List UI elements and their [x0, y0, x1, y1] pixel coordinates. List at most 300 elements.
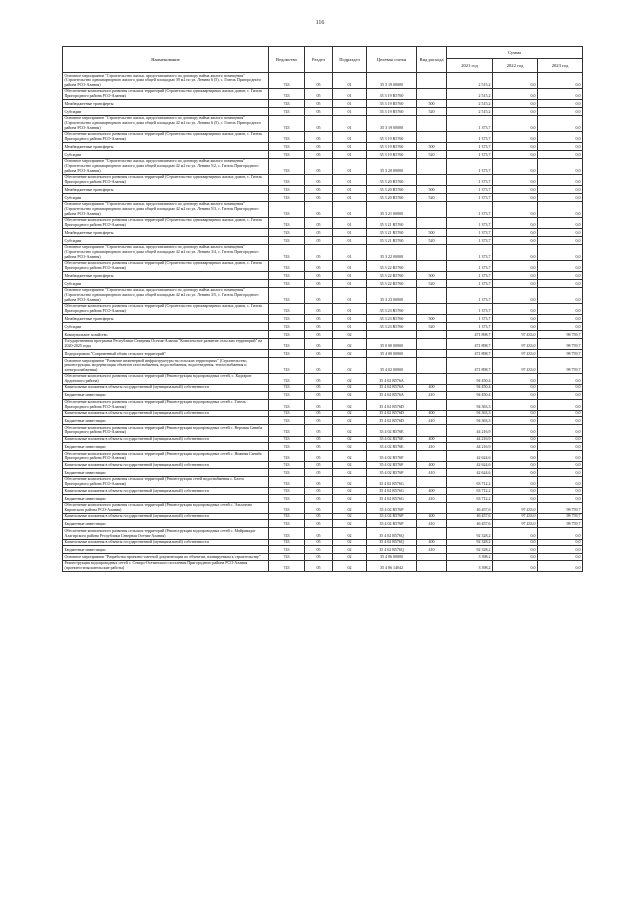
row-amount-2022: 0,0: [493, 185, 538, 193]
row-podrazdel: 01: [333, 193, 367, 201]
row-razdel: 05: [305, 520, 333, 528]
row-name: Основное мероприятие "Строительство жилья, предоставляемого по договору найма жилого помещения" (Строительство одноквартирного жилого дома общей площадью 42 м2 по ул. Ленина 5/2, с. Гизель Пригородного района РСО-Алания): [63, 158, 269, 174]
row-target-article: 35 3 20 00000: [367, 158, 417, 174]
row-ved: 743: [269, 236, 305, 244]
row-name: Реконструкция водопроводных сетей с. Северо-Осетинского поселения Пригородного района РСО-Алания (проектно-изыскательские работы): [63, 560, 269, 571]
table-row: [63, 73, 583, 89]
row-podrazdel: 01: [333, 201, 367, 217]
row-podrazdel: 01: [333, 314, 367, 322]
row-podrazdel: 02: [333, 338, 367, 349]
row-name: Бюджетные инвестиции: [63, 391, 269, 399]
row-amount-2021: 1 373,7: [447, 322, 493, 330]
row-ved: 743: [269, 228, 305, 236]
row-amount-2022: 0,0: [493, 391, 538, 399]
row-amount-2021: 1 373,7: [447, 115, 493, 131]
table-row: [63, 468, 583, 476]
table-header: [63, 47, 583, 73]
row-name: Бюджетные инвестиции: [63, 546, 269, 554]
row-target-article: 35 4 02 R576G: [367, 488, 417, 495]
row-ved: 743: [269, 462, 305, 469]
row-name: Субсидии: [63, 150, 269, 158]
row-name: Капитальные вложения в объекты государственной (муниципальной) собственности: [63, 539, 269, 546]
row-amount-2021: 92 328,2: [447, 539, 493, 546]
row-amount-2021: 1 373,7: [447, 174, 493, 185]
row-ved: 743: [269, 560, 305, 571]
row-name: Межбюджетные трансферты: [63, 271, 269, 279]
row-name: Бюджетные инвестиции: [63, 520, 269, 528]
row-name: Субсидии: [63, 107, 269, 115]
row-ved: 743: [269, 350, 305, 358]
row-name: Обеспечение комплексного развития сельских территорий (Реконструкция водопроводных сетей с. Эльхотово Кировского района РСО-Алания): [63, 502, 269, 513]
row-amount-2023: 0,0: [538, 468, 583, 476]
row-podrazdel: 02: [333, 350, 367, 358]
row-razdel: 05: [305, 528, 333, 539]
page-number: 116: [315, 20, 325, 26]
row-target-article: 35 4 02 00000: [367, 358, 417, 374]
row-target-article: 35 3 19 00000: [367, 115, 417, 131]
row-ved: 743: [269, 494, 305, 502]
row-razdel: 05: [305, 436, 333, 443]
row-razdel: 05: [305, 546, 333, 554]
row-ved: 743: [269, 436, 305, 443]
row-podrazdel: 01: [333, 99, 367, 107]
row-razdel: 05: [305, 115, 333, 131]
row-razdel: 05: [305, 513, 333, 520]
row-ved: 743: [269, 338, 305, 349]
row-name: Субсидии: [63, 193, 269, 201]
row-razdel: 05: [305, 554, 333, 561]
row-ved: 743: [269, 488, 305, 495]
row-podrazdel: 02: [333, 443, 367, 451]
row-amount-2022: 0,0: [493, 236, 538, 244]
row-expense-type: [417, 174, 447, 185]
table-row: [63, 303, 583, 314]
row-ved: 743: [269, 279, 305, 287]
row-amount-2022: 0,0: [493, 488, 538, 495]
header-razdel: Раздел: [305, 47, 333, 73]
header-sum: Сумма: [447, 47, 583, 59]
row-podrazdel: 02: [333, 488, 367, 495]
row-expense-type: 410: [417, 417, 447, 425]
row-name: Бюджетные инвестиции: [63, 443, 269, 451]
row-expense-type: 400: [417, 410, 447, 417]
table-row: [63, 201, 583, 217]
row-amount-2021: 1 373,7: [447, 303, 493, 314]
table-row: [63, 217, 583, 228]
table-row: [63, 244, 583, 260]
row-ved: 743: [269, 217, 305, 228]
row-ved: 743: [269, 287, 305, 303]
row-ved: 743: [269, 115, 305, 131]
row-target-article: 35 4 02 R576F: [367, 468, 417, 476]
header-year-2021: 2021 год: [447, 59, 493, 73]
row-expense-type: [417, 131, 447, 142]
row-razdel: 05: [305, 330, 333, 338]
row-amount-2021: 46 457,6: [447, 502, 493, 513]
row-target-article: 35 3 22 R5760: [367, 279, 417, 287]
row-amount-2022: 0,0: [493, 425, 538, 436]
row-razdel: 05: [305, 476, 333, 487]
row-name: Субсидии: [63, 322, 269, 330]
row-name: Обеспечение комплексного развития сельских территорий (Реконструкция водопроводных сетей, с. Кадгарон Ардонского района): [63, 373, 269, 384]
row-ved: 743: [269, 185, 305, 193]
row-name: Основное мероприятие "Строительство жилья, предоставляемого по договору найма жилого помещения" (Строительство одноквартирного жилого дома общей площадью 42 м2 по ул. Ленина 3/5, с. Гизель Пригородного района РСО-Алания): [63, 287, 269, 303]
row-expense-type: [417, 330, 447, 338]
row-podrazdel: 01: [333, 142, 367, 150]
row-amount-2022: 0,0: [493, 554, 538, 561]
row-expense-type: [417, 451, 447, 462]
row-amount-2023: 0,0: [538, 88, 583, 99]
row-amount-2022: 97 433,0: [493, 520, 538, 528]
row-amount-2022: 0,0: [493, 539, 538, 546]
row-expense-type: 520: [417, 150, 447, 158]
row-name: Обеспечение комплексного развития сельских территорий (Строительство одноквартирных жилых домов, с. Гизель Пригородного района РСО-Алания): [63, 260, 269, 271]
row-name: Субсидии: [63, 279, 269, 287]
row-amount-2023: 0,0: [538, 279, 583, 287]
row-ved: 743: [269, 244, 305, 260]
row-razdel: 05: [305, 193, 333, 201]
table-row: [63, 99, 583, 107]
row-expense-type: [417, 350, 447, 358]
row-target-article: 35 4 02 R576D: [367, 417, 417, 425]
row-amount-2022: 0,0: [493, 115, 538, 131]
row-podrazdel: 02: [333, 399, 367, 410]
row-amount-2023: 0,0: [538, 244, 583, 260]
row-name: Капитальные вложения в объекты государственной (муниципальной) собственности: [63, 488, 269, 495]
row-amount-2023: 0,0: [538, 185, 583, 193]
row-target-article: 35 4 06 00000: [367, 554, 417, 561]
row-amount-2021: 1 373,7: [447, 217, 493, 228]
row-amount-2022: 0,0: [493, 462, 538, 469]
row-amount-2022: 97 433,0: [493, 330, 538, 338]
row-amount-2021: 44 216,9: [447, 443, 493, 451]
table-row: [63, 185, 583, 193]
row-amount-2023: 0,0: [538, 462, 583, 469]
row-amount-2021: 63 712,2: [447, 494, 493, 502]
row-podrazdel: 01: [333, 88, 367, 99]
row-amount-2023: 0,0: [538, 236, 583, 244]
row-amount-2022: 97 433,0: [493, 338, 538, 349]
row-podrazdel: 02: [333, 451, 367, 462]
row-amount-2022: 0,0: [493, 142, 538, 150]
row-amount-2022: 0,0: [493, 528, 538, 539]
budget-table: [62, 46, 583, 572]
row-podrazdel: 01: [333, 150, 367, 158]
row-ved: 743: [269, 468, 305, 476]
row-target-article: 35 3 21 R5760: [367, 236, 417, 244]
header-year-2023: 2023 год: [538, 59, 583, 73]
row-razdel: 05: [305, 287, 333, 303]
row-amount-2021: 94 363,3: [447, 417, 493, 425]
table-row: [63, 338, 583, 349]
row-razdel: 05: [305, 410, 333, 417]
row-expense-type: 400: [417, 539, 447, 546]
row-name: Межбюджетные трансферты: [63, 99, 269, 107]
row-amount-2022: 0,0: [493, 260, 538, 271]
row-amount-2022: 0,0: [493, 271, 538, 279]
row-target-article: 35 3 23 R5760: [367, 322, 417, 330]
row-ved: 743: [269, 158, 305, 174]
row-expense-type: [417, 560, 447, 571]
row-podrazdel: 02: [333, 391, 367, 399]
row-razdel: 05: [305, 99, 333, 107]
row-amount-2022: 0,0: [493, 279, 538, 287]
row-podrazdel: 02: [333, 546, 367, 554]
row-razdel: 05: [305, 322, 333, 330]
row-name: Обеспечение комплексного развития сельских территорий (Реконструкция водопроводных сетей с. Майрамадаг Алагирского района Республики Северная Осетия-Алания): [63, 528, 269, 539]
row-amount-2023: 0,0: [538, 494, 583, 502]
row-razdel: 05: [305, 502, 333, 513]
row-amount-2021: 1 373,7: [447, 314, 493, 322]
row-expense-type: 500: [417, 185, 447, 193]
row-amount-2022: 97 433,0: [493, 358, 538, 374]
row-name: Основное мероприятие "Строительство жилья, предоставляемого по договору найма жилого помещения" (Строительство одноквартирного жилого дома общей площадью 39 м2 по ул. Ленина 6 (5), с. Гизель Пригородного района РСО-Алания): [63, 73, 269, 89]
row-target-article: 35 3 23 00000: [367, 287, 417, 303]
row-expense-type: [417, 502, 447, 513]
row-ved: 743: [269, 271, 305, 279]
row-amount-2021: 94 363,3: [447, 410, 493, 417]
row-amount-2022: 0,0: [493, 451, 538, 462]
row-amount-2023: 0,0: [538, 417, 583, 425]
row-amount-2021: 94 450,4: [447, 391, 493, 399]
row-amount-2021: 1 373,7: [447, 142, 493, 150]
row-podrazdel: 02: [333, 520, 367, 528]
row-amount-2021: 42 624,6: [447, 468, 493, 476]
row-name: Межбюджетные трансферты: [63, 142, 269, 150]
row-podrazdel: 01: [333, 217, 367, 228]
table-row: [63, 88, 583, 99]
row-razdel: 05: [305, 373, 333, 384]
row-name: Бюджетные инвестиции: [63, 468, 269, 476]
table-row: [63, 115, 583, 131]
row-ved: 743: [269, 417, 305, 425]
row-amount-2022: 0,0: [493, 443, 538, 451]
row-amount-2021: 42 624,6: [447, 451, 493, 462]
row-expense-type: [417, 201, 447, 217]
table-row: [63, 260, 583, 271]
table-row: [63, 494, 583, 502]
row-razdel: 05: [305, 443, 333, 451]
row-name: Обеспечение комплексного развития сельских территорий (Строительство одноквартирных жилых домов, с. Гизель Пригородного района РСО-Алания): [63, 131, 269, 142]
row-amount-2022: 0,0: [493, 546, 538, 554]
row-target-article: 35 4 00 00000: [367, 350, 417, 358]
row-amount-2021: 63 712,2: [447, 488, 493, 495]
row-ved: 743: [269, 303, 305, 314]
row-amount-2022: 0,0: [493, 131, 538, 142]
row-name: Обеспечение комплексного развития сельских территорий (Реконструкция водопроводных сетей с. Верхняя Саниба Пригородного района РСО-Алания): [63, 425, 269, 436]
row-amount-2023: 0,0: [538, 73, 583, 89]
row-expense-type: 410: [417, 391, 447, 399]
row-amount-2023: 0,0: [538, 560, 583, 571]
row-ved: 743: [269, 391, 305, 399]
row-razdel: 05: [305, 384, 333, 391]
row-amount-2022: 0,0: [493, 494, 538, 502]
row-amount-2021: 44 216,9: [447, 436, 493, 443]
row-expense-type: 520: [417, 279, 447, 287]
row-amount-2021: 94 450,4: [447, 373, 493, 384]
row-amount-2023: 98 759,7: [538, 338, 583, 349]
row-name: Межбюджетные трансферты: [63, 314, 269, 322]
row-podrazdel: 02: [333, 417, 367, 425]
row-target-article: 35 4 02 R576G: [367, 476, 417, 487]
row-podrazdel: 01: [333, 185, 367, 193]
row-expense-type: 410: [417, 443, 447, 451]
row-razdel: 05: [305, 488, 333, 495]
row-target-article: 35 3 21 R5760: [367, 228, 417, 236]
table-row: [63, 560, 583, 571]
row-amount-2023: 0,0: [538, 554, 583, 561]
row-expense-type: [417, 373, 447, 384]
header-target-article: Целевая статья: [367, 47, 417, 73]
row-ved: 743: [269, 107, 305, 115]
row-amount-2021: 1 373,7: [447, 201, 493, 217]
row-amount-2023: 0,0: [538, 425, 583, 436]
row-ved: 743: [269, 88, 305, 99]
row-ved: 743: [269, 131, 305, 142]
row-ved: 743: [269, 201, 305, 217]
row-expense-type: 500: [417, 228, 447, 236]
row-amount-2022: 0,0: [493, 73, 538, 89]
row-amount-2022: 0,0: [493, 436, 538, 443]
row-razdel: 05: [305, 142, 333, 150]
table-row: [63, 436, 583, 443]
header-year-2022: 2022 год: [493, 59, 538, 73]
row-expense-type: [417, 399, 447, 410]
row-amount-2023: 0,0: [538, 287, 583, 303]
row-amount-2022: 0,0: [493, 158, 538, 174]
table-row: [63, 107, 583, 115]
row-expense-type: 400: [417, 462, 447, 469]
row-podrazdel: 02: [333, 476, 367, 487]
row-amount-2021: 3 398,2: [447, 554, 493, 561]
row-amount-2021: 92 328,2: [447, 528, 493, 539]
row-target-article: 35 4 02 R576A: [367, 384, 417, 391]
row-amount-2022: 0,0: [493, 228, 538, 236]
row-amount-2023: 0,0: [538, 476, 583, 487]
row-expense-type: 410: [417, 468, 447, 476]
row-name: Капитальные вложения в объекты государственной (муниципальной) собственности: [63, 410, 269, 417]
row-podrazdel: 02: [333, 502, 367, 513]
row-ved: 743: [269, 314, 305, 322]
row-name: Обеспечение комплексного развития сельских территорий (Строительство одноквартирных жилых домов, с. Гизель Пригородного района РСО-Алания): [63, 174, 269, 185]
row-ved: 743: [269, 502, 305, 513]
row-target-article: 35 4 02 R576A: [367, 391, 417, 399]
table-row: [63, 399, 583, 410]
row-amount-2021: 1 373,7: [447, 271, 493, 279]
row-podrazdel: 02: [333, 373, 367, 384]
table-row: [63, 513, 583, 520]
row-amount-2022: 0,0: [493, 193, 538, 201]
row-expense-type: 520: [417, 236, 447, 244]
row-podrazdel: 01: [333, 131, 367, 142]
row-name: Субсидии: [63, 236, 269, 244]
row-amount-2023: 0,0: [538, 99, 583, 107]
row-name: Капитальные вложения в объекты государственной (муниципальной) собственности: [63, 462, 269, 469]
row-podrazdel: 02: [333, 554, 367, 561]
row-amount-2023: 0,0: [538, 546, 583, 554]
row-name: Межбюджетные трансферты: [63, 228, 269, 236]
table-row: [63, 131, 583, 142]
row-target-article: 35 3 21 R5760: [367, 217, 417, 228]
row-expense-type: [417, 528, 447, 539]
row-razdel: 05: [305, 314, 333, 322]
header-podrazdel: Подраздел: [333, 47, 367, 73]
row-expense-type: 410: [417, 494, 447, 502]
row-ved: 743: [269, 174, 305, 185]
row-amount-2021: 471 898,7: [447, 358, 493, 374]
row-razdel: 05: [305, 236, 333, 244]
row-amount-2022: 0,0: [493, 88, 538, 99]
row-razdel: 05: [305, 417, 333, 425]
row-razdel: 05: [305, 560, 333, 571]
table-row: [63, 228, 583, 236]
row-target-article: 35 3 19 R5760: [367, 131, 417, 142]
row-razdel: 05: [305, 217, 333, 228]
row-razdel: 05: [305, 158, 333, 174]
row-amount-2021: 471 898,7: [447, 330, 493, 338]
row-amount-2022: 0,0: [493, 399, 538, 410]
row-amount-2023: 0,0: [538, 174, 583, 185]
row-podrazdel: 01: [333, 236, 367, 244]
row-amount-2022: 0,0: [493, 217, 538, 228]
row-expense-type: 500: [417, 142, 447, 150]
row-name: Основное мероприятие "Строительство жилья, предоставляемого по договору найма жилого помещения" (Строительство одноквартирного жилого дома общей площадью 42 м2 по ул. Ленина 6 (5), с. Гизель Пригородного района РСО-Алания): [63, 115, 269, 131]
row-amount-2021: 46 457,6: [447, 520, 493, 528]
row-target-article: 35 3 22 R5760: [367, 260, 417, 271]
row-name: Капитальные вложения в объекты государственной (муниципальной) собственности: [63, 384, 269, 391]
row-expense-type: 410: [417, 520, 447, 528]
row-podrazdel: 01: [333, 303, 367, 314]
row-amount-2023: 0,0: [538, 131, 583, 142]
row-amount-2021: 1 373,7: [447, 236, 493, 244]
row-expense-type: [417, 88, 447, 99]
row-target-article: 35 3 19 R5760: [367, 107, 417, 115]
table-row: [63, 384, 583, 391]
row-ved: 743: [269, 150, 305, 158]
row-target-article: 35 3 21 00000: [367, 201, 417, 217]
row-target-article: 35 4 02 R576E: [367, 425, 417, 436]
row-podrazdel: 02: [333, 528, 367, 539]
row-ved: 743: [269, 193, 305, 201]
row-podrazdel: 02: [333, 513, 367, 520]
table-row: [63, 451, 583, 462]
row-expense-type: 500: [417, 271, 447, 279]
table-row: [63, 158, 583, 174]
row-target-article: 35 4 02 R576P: [367, 520, 417, 528]
row-amount-2023: 0,0: [538, 451, 583, 462]
row-podrazdel: 01: [333, 287, 367, 303]
row-expense-type: [417, 303, 447, 314]
row-expense-type: 410: [417, 546, 447, 554]
row-amount-2022: 0,0: [493, 201, 538, 217]
table-row: [63, 358, 583, 374]
row-amount-2023: 0,0: [538, 228, 583, 236]
row-amount-2023: 0,0: [538, 322, 583, 330]
row-name: Капитальные вложения в объекты государственной (муниципальной) собственности: [63, 436, 269, 443]
row-name: Обеспечение комплексного развития сельских территорий (Реконструкция сетей водоснабжения с. Балта Пригородного района РСО-Алания): [63, 476, 269, 487]
header-expense-type: Вид расхода: [417, 47, 447, 73]
row-amount-2021: 1 373,7: [447, 158, 493, 174]
row-amount-2021: 1 373,7: [447, 150, 493, 158]
row-podrazdel: 02: [333, 494, 367, 502]
row-target-article: 35 4 02 R576D: [367, 410, 417, 417]
row-expense-type: 400: [417, 384, 447, 391]
table-row: [63, 373, 583, 384]
table-row: [63, 391, 583, 399]
table-row: [63, 554, 583, 561]
row-podrazdel: 02: [333, 539, 367, 546]
row-razdel: 05: [305, 399, 333, 410]
